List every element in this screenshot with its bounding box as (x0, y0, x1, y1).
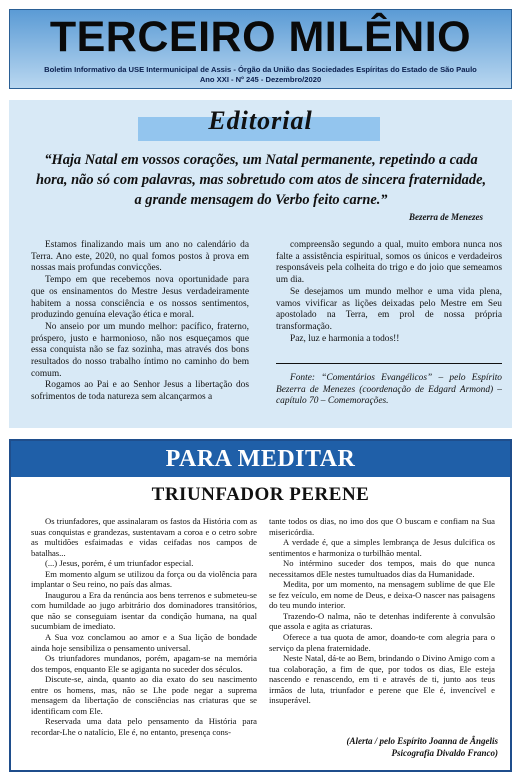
editorial-paragraph: Estamos finalizando mais um ano no calendário da Terra. Ano este, 2020, no qual fomos postos à prova em nossas mais profundas convicções. (31, 240, 249, 274)
editorial-paragraph: Tempo em que recebemos nova oportunidade para que os ensinamentos do Mestre Jesus verdadeiramente habitem a nossa consciência e os nossos sentimentos, produzindo genuína elevação ética e moral. (31, 275, 249, 321)
article-paragraph: Os triunfadores, que assinalaram os fastos da História com as suas conquistas e grandezas, sustentavam a coroa e o cetro sobre as multidões esfaimadas e vidas ceifadas nos campos de batalhas... (31, 516, 257, 558)
article-paragraph: Os triunfadores mundanos, porém, apagam-se na memória dos tempos, enquanto Ele se agiganta no suceder dos séculos. (31, 653, 257, 674)
section-title: PARA MEDITAR (165, 446, 356, 472)
quote-author: Bezerra de Menezes (409, 212, 483, 222)
article-column-left (31, 516, 257, 737)
article-paragraph: Medita, por um momento, na mensagem sublime de que Ele se fez veículo, em nome de Deus, e deixa-O nascer nas paisagens do teu mundo interior. (269, 579, 495, 611)
article-paragraph: Em momento algum se utilizou da força ou da violência para implantar o Seu reino, no país das almas. (31, 568, 257, 590)
article-column-right (269, 516, 495, 706)
editorial-paragraph: Se desejamos um mundo melhor e uma vida plena, vamos vivificar as lições deixadas pelo Mestre em Seu apostolado na Terra, em prol de nossa própria transformação. (276, 286, 502, 332)
article-paragraph: Trazendo-O nalma, não te detenhas indiferente à convulsão que assola e agita as criaturas. (269, 610, 495, 632)
editorial-source: Fonte: “Comentários Evangélicos” – pelo Espírito Bezerra de Menezes (coordenação de Edgard Armond) – capítulo 70 – Comemorações. (276, 373, 502, 407)
article-paragraph: Neste Natal, dá-te ao Bem, brindando o Divino Amigo com a tua colaboração, a fim de que, por todos os dias, Ele esteja nascendo e renascendo, em ti e através de ti, junto aos teus irmãos de luta, triunfador e perene que Ele é, invencível e insuperável. (269, 653, 495, 706)
article-paragraph: A Sua voz conclamou ao amor e a Sua lição de bondade ainda hoje sensibiliza o pensamento universal. (31, 632, 257, 653)
newsletter-title: TERCEIRO MILÊNIO (49, 13, 472, 61)
editorial-title: Editorial (208, 106, 313, 135)
issue-info: Ano XXI - Nº 245 - Dezembro/2020 (199, 75, 322, 84)
editorial-paragraph: compreensão segundo a qual, muito embora nunca nos falte a assistência espiritual, somos os únicos e verdadeiros responsáveis pela colheita do trigo e do joio que semeamos um dia. (276, 240, 502, 286)
article-paragraph: Discute-se, ainda, quanto ao dia exato do seu nascimento entre os homens, mas, não se Lhe pode negar a suprema mensagem da libertação de consciências nas criaturas que se identificam com Ele. (31, 674, 257, 716)
newsletter-subtitle: Boletim Informativo da USE Intermunicipal de Assis - Órgão da União das Sociedades Espíritas do Estado de São Paulo (44, 65, 477, 74)
article-paragraph: tante todos os dias, no imo dos que O buscam e confiam na Sua misericórdia. (269, 516, 495, 537)
article-paragraph: Reservada uma data pelo pensamento da História para recordar-Lhe o natalício, Ele é, no entanto, presença cons- (31, 716, 257, 737)
article-paragraph: Oferece a tua quota de amor, doando-te com alegria para o serviço da plena fraternidade. (269, 632, 495, 653)
article-paragraph: A verdade é, que a simples lembrança de Jesus dulcifica os sentimentos e harmoniza o turbilhão mental. (269, 537, 495, 558)
para-meditar-section (9, 439, 512, 772)
signature-line: (Alerta / pelo Espírito Joanna de Ângelis (346, 736, 498, 746)
editorial-column-left (31, 240, 249, 404)
source-divider (276, 363, 502, 364)
article-paragraph: (...) Jesus, porém, é um triunfador especial. (45, 558, 194, 569)
editorial-quote: “Haja Natal em vossos corações, um Natal permanente, repetindo a cada hora, não só com palavras, mas sobretudo com atos de sincera fraternidade, a grande mensagem do Verbo feito carne.” (35, 152, 487, 208)
article-signature (346, 736, 498, 759)
editorial-paragraph: Rogamos ao Pai e ao Senhor Jesus a libertação dos sofrimentos de toda natureza sem alcançarmos a (31, 380, 249, 403)
article-paragraph: No intérmino suceder dos tempos, mais do que nunca necessitamos dEle nestes tumultuados dias da Humanidade. (269, 558, 495, 579)
editorial-column-right (276, 240, 502, 345)
article-paragraph: Inaugurou a Era da renúncia aos bens terrenos e submeteu-se com humildade ao jugo arbitrário dos dominadores transitórios, que não se conseguiam isentar da condição humana, na qual sucumbiam de imediato. (31, 589, 257, 632)
signature-line: Psicografia Divaldo Franco) (391, 747, 498, 758)
article-title: TRIUNFADOR PERENE (151, 484, 370, 505)
masthead (9, 9, 512, 89)
editorial-paragraph: No anseio por um mundo melhor: pacífico, fraterno, próspero, justo e harmonioso, não nos esqueçamos que essa conquista não se faz sozinha, mas através dos bons resultados do nosso trabalho íntimo no caminho do bem comum. (31, 321, 249, 379)
editorial-paragraph: Paz, luz e harmonia a todos!! (290, 333, 400, 344)
